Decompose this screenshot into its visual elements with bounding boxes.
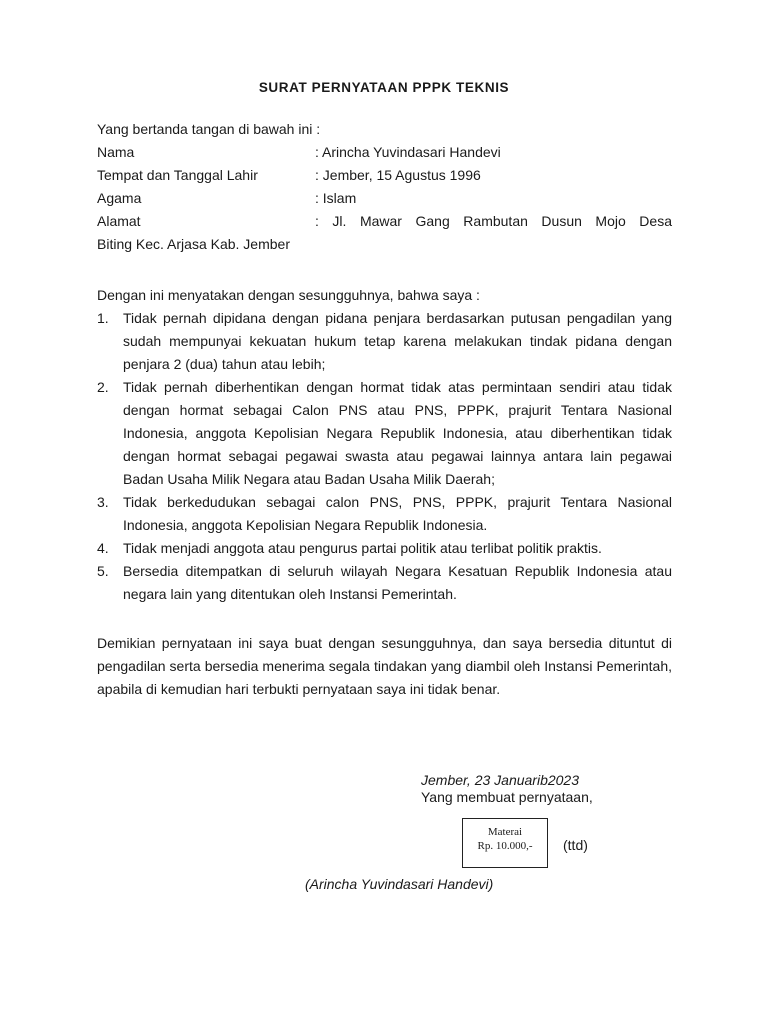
- signer-caption: Yang membuat pernyataan,: [421, 789, 593, 805]
- field-value: : Islam: [315, 190, 357, 206]
- point-number: 1.: [97, 310, 109, 326]
- ttd-mark: (ttd): [563, 837, 588, 853]
- statement-point: [97, 537, 672, 560]
- point-text: Tidak pernah diberhentikan dengan hormat tidak atas permintaan sendiri atau tidak dengan hormat sebagai Calon PNS atau PNS, PPPK, prajurit Tentara Nasional Indonesia, anggota Kepolisian Negara Republik Indonesia, atau diberhentikan tidak dengan hormat sebagai pegawai swasta atau pegawai lainnya antara lain pegawai Badan Usaha Milik Negara atau Badan Usaha Milik Daerah;: [123, 379, 672, 487]
- field-row: [97, 187, 672, 210]
- statement-intro: Dengan ini menyatakan dengan sesungguhnya, bahwa saya :: [97, 287, 480, 303]
- address-value-line1: : Jl. Mawar Gang Rambutan Dusun Mojo Desa: [315, 213, 672, 229]
- point-text: Tidak pernah dipidana dengan pidana penjara berdasarkan putusan pengadilan yang sudah mempunyai kekuatan hukum tetap karena melakukan tindak pidana dengan penjara 2 (dua) tahun atau lebih;: [123, 310, 672, 372]
- statement-point: [97, 307, 672, 376]
- field-label: Nama: [97, 144, 135, 160]
- address-continuation: [97, 233, 672, 256]
- signer-name: (Arincha Yuvindasari Handevi): [305, 876, 494, 892]
- closing-paragraph: Demikian pernyataan ini saya buat dengan sesungguhnya, dan saya bersedia dituntut di pengadilan serta bersedia menerima segala tindakan yang diambil oleh Instansi Pemerintah, apabila di kemudian hari terbukti pernyataan saya ini tidak benar.: [97, 635, 672, 697]
- statement-point: [97, 560, 672, 606]
- point-number: 4.: [97, 540, 109, 556]
- statement-points: [97, 307, 672, 606]
- stamp-amount: Rp. 10.000,-: [477, 840, 533, 852]
- point-text: Tidak berkedudukan sebagai calon PNS, PNS, PPPK, prajurit Tentara Nasional Indonesia, anggota Kepolisian Negara Republik Indonesia.: [123, 494, 672, 533]
- signature-block: [421, 772, 593, 806]
- field-value: : Arincha Yuvindasari Handevi: [315, 144, 501, 160]
- stamp-label: Materai: [487, 826, 523, 838]
- point-number: 3.: [97, 494, 109, 510]
- intro-text: Yang bertanda tangan di bawah ini :: [97, 121, 321, 137]
- field-value: : Jember, 15 Agustus 1996: [315, 167, 481, 183]
- address-label: Alamat: [97, 213, 141, 229]
- field-label: Agama: [97, 190, 142, 206]
- field-row: [97, 141, 672, 164]
- statement-point: [97, 491, 672, 537]
- materai-stamp-box: [462, 818, 548, 868]
- field-label: Tempat dan Tanggal Lahir: [97, 167, 258, 183]
- address-row: [97, 210, 672, 233]
- field-row: [97, 164, 672, 187]
- address-value-line2: Biting Kec. Arjasa Kab. Jember: [97, 236, 290, 252]
- statement-section: [97, 284, 672, 606]
- point-text: Tidak menjadi anggota atau pengurus partai politik atau terlibat politik praktis.: [123, 540, 602, 556]
- point-text: Bersedia ditempatkan di seluruh wilayah Negara Kesatuan Republik Indonesia atau negara lain yang ditentukan oleh Instansi Pemerintah.: [123, 563, 672, 602]
- identity-fields: [97, 141, 672, 210]
- place-date: Jember, 23 Januarib2023: [421, 772, 579, 788]
- point-number: 5.: [97, 563, 109, 579]
- point-number: 2.: [97, 379, 109, 395]
- statement-point: [97, 376, 672, 491]
- document-title: SURAT PERNYATAAN PPPK TEKNIS: [258, 80, 510, 95]
- identity-section: [97, 118, 672, 256]
